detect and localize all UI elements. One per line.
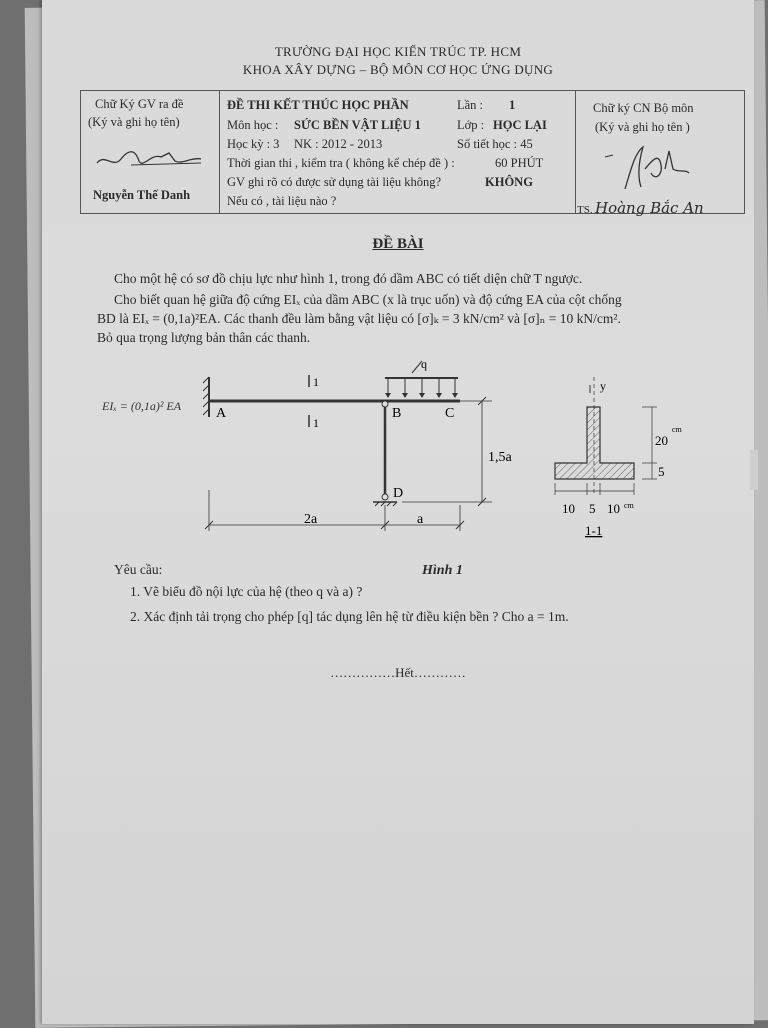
lecturer-sign-label: Chữ Ký GV ra đề (95, 97, 184, 111)
lecturer-sign-cell (81, 91, 220, 213)
exam-paper (42, 0, 754, 1024)
dim-10b-label: 10 (607, 501, 620, 516)
dim-cm-top-label: cm (672, 425, 682, 434)
problem-line-3: BD là EIₓ = (0,1a)²EA. Các thanh đều làm bằng vật liệu có [σ]ₖ = 3 kN/cm² và [σ]ₙ = 10 kN/cm². (97, 311, 621, 326)
point-c-label: C (445, 406, 455, 421)
time-value: 60 PHÚT (495, 156, 544, 170)
head-sign-label: Chữ ký CN Bộ môn (593, 101, 694, 115)
which-materials-label: Nếu có , tài liệu nào ? (227, 194, 337, 208)
head-name: Hoàng Bắc An (595, 199, 704, 217)
problem-title: ĐỀ BÀI (372, 236, 424, 252)
dim-cm-bottom-label: cm (624, 501, 634, 510)
head-sign-note: (Ký và ghi họ tên ) (595, 120, 690, 134)
dim-5-label: 5 (658, 464, 665, 479)
university-name: TRƯỜNG ĐẠI HỌC KIẾN TRÚC TP. HCM (274, 44, 522, 59)
dim-20-label: 20 (655, 433, 668, 448)
axis-y-label: y (600, 379, 606, 393)
class-label: Lớp : (457, 118, 485, 132)
requirement-2: 2. Xác định tải trọng cho phép [q] tác dụng lên hệ từ điều kiện bền ? Cho a = 1m. (130, 609, 569, 624)
dim-2a-label: 2a (304, 512, 318, 527)
lecturer-name: Nguyễn Thế Danh (93, 188, 191, 202)
attempt-label: Lần : (457, 98, 484, 112)
attempt-value: 1 (509, 98, 516, 112)
fixed-support-a (203, 377, 209, 417)
exam-details-cell (219, 91, 576, 213)
dim-a-label: a (417, 512, 424, 527)
dimension-horizontal (205, 490, 464, 531)
end-marker: ……………Hết………… (330, 665, 466, 680)
point-d-label: D (393, 486, 404, 501)
requirements-label: Yêu cầu: (114, 562, 163, 577)
figure-1 (82, 355, 702, 565)
hinge-b (382, 401, 388, 407)
hinge-d (382, 494, 388, 500)
problem-line-4: Bỏ qua trọng lượng bản thân các thanh. (97, 330, 311, 345)
point-a-label: A (216, 406, 227, 421)
head-sign-cell (575, 91, 744, 217)
section-label: 1-1 (585, 523, 603, 538)
materials-value: KHÔNG (485, 175, 533, 189)
section-horizontal-dims (555, 483, 634, 495)
problem-line-1: Cho một hệ có sơ đồ chịu lực như hình 1, trong đó dầm ABC có tiết diện chữ T ngược. (114, 271, 583, 286)
lecturer-signature (91, 139, 211, 179)
lecturer-sign-note: (Ký và ghi họ tên) (88, 115, 180, 129)
materials-label: GV ghi rõ có được sử dụng tài liệu không? (227, 175, 441, 189)
head-signature (595, 139, 715, 199)
load-label-q: q (421, 357, 427, 371)
requirement-1: 1. Vẽ biểu đồ nội lực của hệ (theo q và a) ? (130, 584, 363, 599)
time-label: Thời gian thi , kiểm tra ( không kể chép đề ) : (227, 156, 455, 170)
figure-caption: Hình 1 (422, 563, 463, 578)
paper-tab (750, 450, 758, 490)
dim-5b-label: 5 (589, 501, 596, 516)
semester-label: Học kỳ : 3 (227, 137, 280, 151)
section-mark-bottom-label: 1 (313, 416, 319, 430)
section-mark-top-label: 1 (313, 375, 319, 389)
exam-title: ĐỀ THI KẾT THÚC HỌC PHẦN (227, 98, 409, 112)
dim-10a-label: 10 (562, 501, 575, 516)
dim-height-label: 1,5a (488, 450, 512, 465)
subject-value: SỨC BỀN VẬT LIỆU 1 (294, 118, 421, 132)
periods-label: Số tiết học : 45 (457, 137, 533, 151)
handwritten-note: EIₓ = (0,1a)² EA (102, 399, 182, 413)
problem-line-2: Cho biết quan hệ giữa độ cứng EIₓ của dầm ABC (x là trục uốn) và độ cứng EA của cột chống (114, 292, 622, 307)
year-label: NK : 2012 - 2013 (294, 137, 383, 151)
exam-info-box (80, 90, 745, 217)
point-b-label: B (392, 406, 402, 421)
class-value: HỌC LẠI (493, 118, 547, 132)
faculty-name: KHOA XÂY DỰNG – BỘ MÔN CƠ HỌC ỨNG DỤNG (242, 62, 554, 77)
subject-label: Môn học : (227, 118, 279, 132)
head-title-prefix: TS. (577, 204, 593, 216)
t-cross-section (555, 377, 634, 495)
